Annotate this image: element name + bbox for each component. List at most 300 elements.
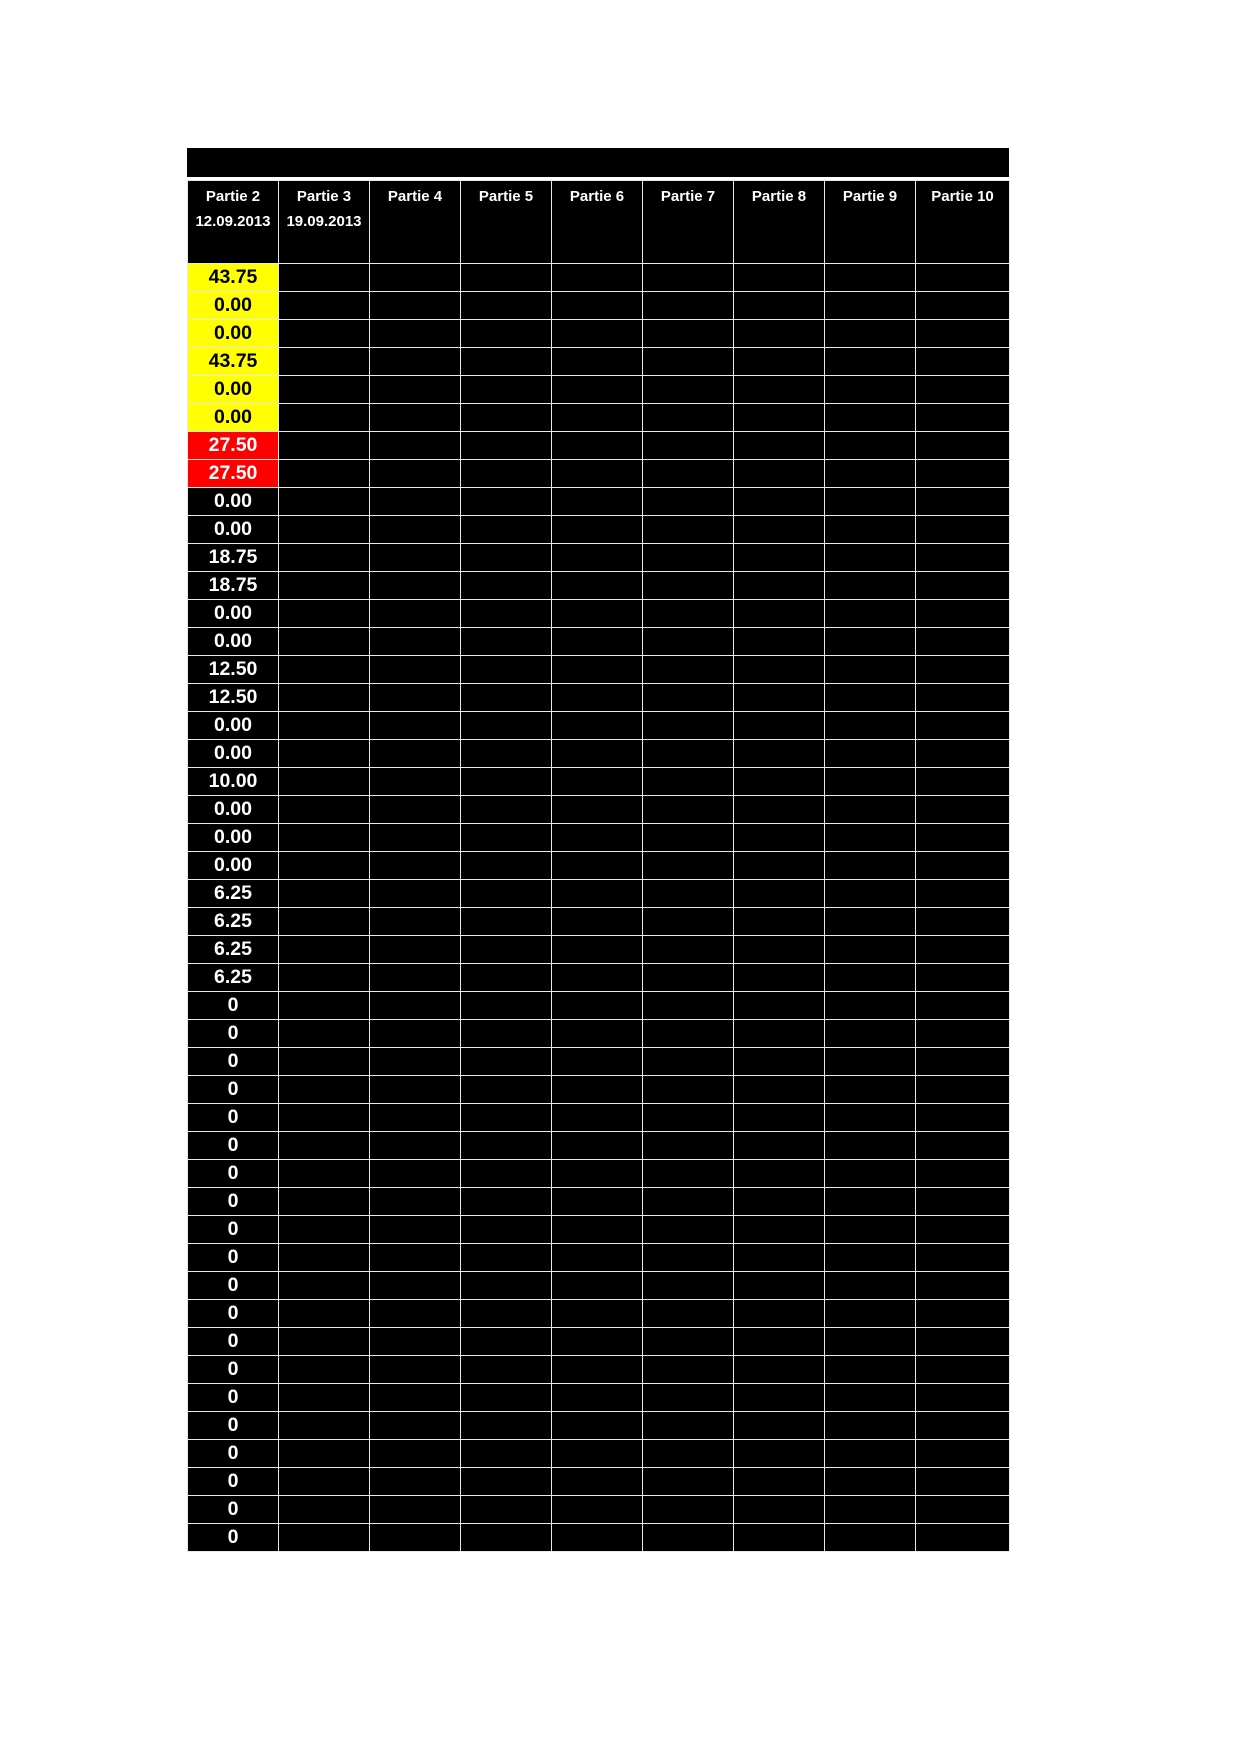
empty-cell [370,1076,461,1104]
score-cell: 0.00 [188,628,279,656]
table-row [188,1132,1010,1160]
empty-cell [461,1412,552,1440]
empty-cell [279,908,370,936]
empty-cell [916,852,1010,880]
table-row [188,908,1010,936]
empty-cell [825,1132,916,1160]
table-row [188,1160,1010,1188]
empty-cell [279,964,370,992]
empty-cell [370,516,461,544]
score-cell: 0 [188,992,279,1020]
empty-cell [461,712,552,740]
empty-cell [370,1132,461,1160]
empty-cell [825,684,916,712]
empty-cell [279,1496,370,1524]
empty-cell [370,488,461,516]
column-label: Partie 5 [478,188,534,205]
column-label: Partie 7 [660,188,716,205]
empty-cell [461,740,552,768]
empty-cell [734,516,825,544]
empty-cell [370,1216,461,1244]
empty-cell [643,320,734,348]
empty-cell [734,1132,825,1160]
empty-cell [552,1048,643,1076]
empty-cell [279,1020,370,1048]
empty-cell [825,488,916,516]
empty-cell [734,1468,825,1496]
score-cell: 18.75 [188,572,279,600]
empty-cell [734,880,825,908]
table-row [188,768,1010,796]
empty-cell [552,1020,643,1048]
table-row [188,544,1010,572]
empty-cell [734,852,825,880]
empty-cell [643,712,734,740]
empty-cell [734,1496,825,1524]
empty-cell [643,1468,734,1496]
column-date: 19.09.2013 [286,213,362,230]
empty-cell [734,1048,825,1076]
empty-cell [734,824,825,852]
empty-cell [370,1412,461,1440]
empty-cell [916,1300,1010,1328]
empty-cell [552,1132,643,1160]
empty-cell [734,964,825,992]
empty-cell [825,1020,916,1048]
empty-cell [825,1328,916,1356]
empty-cell [370,740,461,768]
empty-cell [279,264,370,292]
empty-cell [552,1104,643,1132]
score-cell: 0.00 [188,404,279,432]
empty-cell [461,1496,552,1524]
empty-cell [279,1160,370,1188]
empty-cell [916,1524,1010,1552]
empty-cell [643,460,734,488]
empty-cell [552,516,643,544]
empty-cell [552,432,643,460]
empty-cell [461,908,552,936]
column-header [279,181,370,264]
empty-cell [370,1356,461,1384]
empty-cell [825,1524,916,1552]
empty-cell [734,1020,825,1048]
empty-cell [825,544,916,572]
empty-cell [461,516,552,544]
empty-cell [916,1412,1010,1440]
table-row [188,432,1010,460]
column-header [643,181,734,264]
empty-cell [825,1300,916,1328]
empty-cell [734,488,825,516]
empty-cell [734,432,825,460]
empty-cell [734,1524,825,1552]
empty-cell [552,1272,643,1300]
empty-cell [461,292,552,320]
empty-cell [643,908,734,936]
empty-cell [552,656,643,684]
empty-cell [916,292,1010,320]
empty-cell [279,1048,370,1076]
table-row [188,1524,1010,1552]
table-row [188,516,1010,544]
empty-cell [461,460,552,488]
empty-cell [461,1216,552,1244]
empty-cell [370,1244,461,1272]
empty-cell [734,1188,825,1216]
empty-cell [279,768,370,796]
empty-cell [825,852,916,880]
empty-cell [825,880,916,908]
empty-cell [552,600,643,628]
empty-cell [916,600,1010,628]
empty-cell [825,1384,916,1412]
empty-cell [552,1328,643,1356]
empty-cell [370,1048,461,1076]
table-row [188,656,1010,684]
empty-cell [279,572,370,600]
empty-cell [370,1384,461,1412]
empty-cell [279,1468,370,1496]
empty-cell [461,964,552,992]
empty-cell [916,1468,1010,1496]
empty-cell [916,1328,1010,1356]
empty-cell [370,1160,461,1188]
score-cell: 0 [188,1496,279,1524]
score-cell: 43.75 [188,348,279,376]
column-header [188,181,279,264]
table-row [188,488,1010,516]
empty-cell [734,684,825,712]
empty-cell [916,1496,1010,1524]
empty-cell [461,1076,552,1104]
score-cell: 0 [188,1020,279,1048]
empty-cell [461,1356,552,1384]
empty-cell [643,348,734,376]
score-cell: 0 [188,1356,279,1384]
table-row [188,348,1010,376]
empty-cell [279,824,370,852]
empty-cell [279,880,370,908]
empty-cell [734,320,825,348]
score-sheet [187,148,1009,1552]
empty-cell [916,1244,1010,1272]
score-cell: 0 [188,1216,279,1244]
empty-cell [916,628,1010,656]
table-row [188,1048,1010,1076]
empty-cell [916,348,1010,376]
table-row [188,600,1010,628]
empty-cell [279,292,370,320]
empty-cell [643,964,734,992]
empty-cell [643,404,734,432]
empty-cell [825,824,916,852]
score-cell: 0 [188,1412,279,1440]
empty-cell [825,1216,916,1244]
empty-cell [552,992,643,1020]
empty-cell [461,768,552,796]
empty-cell [916,740,1010,768]
table-row [188,992,1010,1020]
column-label: Partie 3 [296,188,352,205]
empty-cell [461,628,552,656]
empty-cell [370,656,461,684]
empty-cell [825,1496,916,1524]
empty-cell [552,348,643,376]
empty-cell [916,1384,1010,1412]
empty-cell [279,1384,370,1412]
score-cell: 0 [188,1440,279,1468]
score-cell: 6.25 [188,880,279,908]
empty-cell [552,740,643,768]
empty-cell [734,1104,825,1132]
table-row [188,964,1010,992]
empty-cell [279,852,370,880]
empty-cell [279,376,370,404]
empty-cell [734,292,825,320]
empty-cell [370,320,461,348]
empty-cell [370,1272,461,1300]
empty-cell [643,1412,734,1440]
empty-cell [916,1048,1010,1076]
empty-cell [734,600,825,628]
score-cell: 6.25 [188,964,279,992]
empty-cell [643,1328,734,1356]
score-cell: 0 [188,1468,279,1496]
table-row [188,376,1010,404]
empty-cell [825,1468,916,1496]
empty-cell [916,908,1010,936]
empty-cell [279,460,370,488]
empty-cell [734,1300,825,1328]
column-header [552,181,643,264]
empty-cell [370,1188,461,1216]
empty-cell [643,1524,734,1552]
empty-cell [916,1104,1010,1132]
column-label: Partie 8 [751,188,807,205]
empty-cell [552,1188,643,1216]
empty-cell [825,600,916,628]
empty-cell [552,908,643,936]
empty-cell [734,376,825,404]
empty-cell [370,1496,461,1524]
table-row [188,460,1010,488]
table-row [188,1412,1010,1440]
empty-cell [643,740,734,768]
table-row [188,1468,1010,1496]
empty-cell [552,880,643,908]
score-cell: 0.00 [188,824,279,852]
empty-cell [734,264,825,292]
empty-cell [279,740,370,768]
empty-cell [825,1440,916,1468]
column-header [916,181,1010,264]
empty-cell [461,992,552,1020]
empty-cell [279,1524,370,1552]
empty-cell [279,1104,370,1132]
empty-cell [916,880,1010,908]
empty-cell [643,880,734,908]
empty-cell [916,488,1010,516]
empty-cell [279,992,370,1020]
empty-cell [461,852,552,880]
empty-cell [825,376,916,404]
empty-cell [734,1440,825,1468]
empty-cell [643,1356,734,1384]
empty-cell [461,936,552,964]
column-date: 12.09.2013 [195,213,271,230]
empty-cell [734,1412,825,1440]
empty-cell [643,1160,734,1188]
empty-cell [916,1160,1010,1188]
empty-cell [552,460,643,488]
empty-cell [734,656,825,684]
empty-cell [370,768,461,796]
empty-cell [643,1440,734,1468]
score-cell: 0 [188,1076,279,1104]
empty-cell [916,684,1010,712]
table-row [188,1020,1010,1048]
empty-cell [552,1160,643,1188]
empty-cell [734,936,825,964]
empty-cell [552,572,643,600]
empty-cell [461,1244,552,1272]
empty-cell [461,1440,552,1468]
empty-cell [370,264,461,292]
empty-cell [461,320,552,348]
empty-cell [279,320,370,348]
score-cell: 0.00 [188,488,279,516]
score-cell: 0.00 [188,712,279,740]
table-row [188,1076,1010,1104]
empty-cell [643,572,734,600]
table-row [188,852,1010,880]
empty-cell [643,1076,734,1104]
table-row [188,936,1010,964]
column-header [825,181,916,264]
empty-cell [279,1188,370,1216]
empty-cell [552,488,643,516]
empty-cell [552,852,643,880]
empty-cell [279,432,370,460]
empty-cell [916,964,1010,992]
empty-cell [461,1300,552,1328]
table-row [188,1272,1010,1300]
empty-cell [916,376,1010,404]
empty-cell [643,1496,734,1524]
score-cell: 0 [188,1384,279,1412]
empty-cell [825,908,916,936]
table-row [188,292,1010,320]
empty-cell [643,1104,734,1132]
empty-cell [916,992,1010,1020]
empty-cell [643,824,734,852]
column-label: Partie 2 [205,188,261,205]
table-row [188,1440,1010,1468]
empty-cell [370,1300,461,1328]
empty-cell [643,1272,734,1300]
empty-cell [279,544,370,572]
table-row [188,1384,1010,1412]
empty-cell [916,320,1010,348]
empty-cell [279,1440,370,1468]
empty-cell [825,740,916,768]
empty-cell [916,544,1010,572]
empty-cell [552,1076,643,1104]
empty-cell [825,572,916,600]
empty-cell [643,516,734,544]
table-row [188,1356,1010,1384]
empty-cell [461,488,552,516]
empty-cell [279,516,370,544]
table-row [188,572,1010,600]
empty-cell [279,684,370,712]
score-cell: 6.25 [188,936,279,964]
column-label: Partie 6 [569,188,625,205]
empty-cell [461,432,552,460]
empty-cell [279,1300,370,1328]
empty-cell [825,628,916,656]
empty-cell [461,1160,552,1188]
table-row [188,1496,1010,1524]
score-cell: 0.00 [188,600,279,628]
empty-cell [552,1524,643,1552]
empty-cell [916,1272,1010,1300]
score-cell: 12.50 [188,656,279,684]
empty-cell [734,348,825,376]
empty-cell [825,516,916,544]
score-cell: 18.75 [188,544,279,572]
empty-cell [825,1076,916,1104]
score-cell: 10.00 [188,768,279,796]
empty-cell [370,544,461,572]
empty-cell [643,1020,734,1048]
empty-cell [552,824,643,852]
empty-cell [734,796,825,824]
empty-cell [552,684,643,712]
empty-cell [279,712,370,740]
empty-cell [370,964,461,992]
empty-cell [916,656,1010,684]
score-cell: 0 [188,1272,279,1300]
empty-cell [279,628,370,656]
empty-cell [643,1300,734,1328]
empty-cell [279,1412,370,1440]
score-cell: 0 [188,1188,279,1216]
empty-cell [643,264,734,292]
empty-cell [279,796,370,824]
empty-cell [552,404,643,432]
empty-cell [461,404,552,432]
empty-cell [279,936,370,964]
empty-cell [734,992,825,1020]
empty-cell [370,796,461,824]
empty-cell [461,1020,552,1048]
table-row [188,1300,1010,1328]
empty-cell [734,1216,825,1244]
empty-cell [279,1244,370,1272]
empty-cell [734,544,825,572]
empty-cell [643,684,734,712]
empty-cell [643,628,734,656]
empty-cell [916,572,1010,600]
empty-cell [279,1132,370,1160]
empty-cell [552,796,643,824]
empty-cell [552,936,643,964]
empty-cell [825,1272,916,1300]
empty-cell [552,1216,643,1244]
empty-cell [825,656,916,684]
